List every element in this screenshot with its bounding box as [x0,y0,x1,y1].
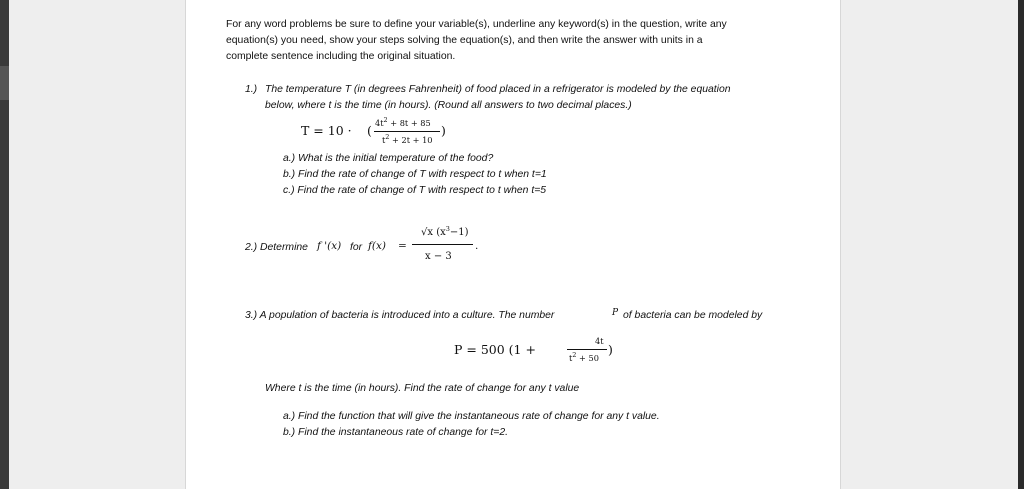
problem-1-part-a: a.) What is the initial temperature of the food? [283,153,494,164]
window-left-edge-marker [0,66,9,100]
equation-3-fraction-bar [567,349,607,350]
problem-3-text: 3.) A population of bacteria is introduced into a culture. The number [245,310,555,321]
equation-3-close-paren: ) [608,342,613,357]
equation-1-den-a: t [382,135,386,145]
equation-1-den-exp: 2 [385,133,390,141]
equation-1-numerator [375,118,431,128]
equation-1-num-exp: 2 [383,116,388,124]
problem-2-prefix: 2.) Determine [245,242,308,253]
problem-2-fprime: f '(x) [317,240,342,252]
problem-2-for: for [350,242,363,253]
equation-1-close-paren: ) [441,123,446,138]
equation-1-den-b: + 2t + 10 [392,135,433,145]
equation-3-den-b: + 50 [579,353,599,363]
problem-2-num-exp: 3 [445,225,450,233]
intro-line-1: For any word problems be sure to define your variable(s), underline any keyword(s) in the question, write any [226,19,727,30]
intro-line-3: complete sentence including the original situation. [226,51,456,62]
problem-2-fraction-bar [412,244,473,245]
problem-3-part-a: a.) Find the function that will give the instantaneous rate of change for any t value. [283,411,660,422]
problem-3-var-p: P [612,308,619,318]
document-page [185,0,841,489]
problem-2-numerator [421,227,469,238]
problem-2-num-a: (x [436,227,446,238]
problem-1-text-line-2: below, where t is the time (in hours). (Round all answers to two decimal places.) [265,100,632,111]
equation-1-fraction-bar [374,131,440,132]
problem-2-denominator: x − 3 [425,251,452,262]
equation-1-num-b: + 8t + 85 [390,118,431,128]
equation-3-numerator: 4t [595,336,604,346]
problem-3-text-end: of bacteria can be modeled by [623,310,763,321]
sqrt-x: √x [421,227,434,238]
problem-1-part-c: c.) Find the rate of change of T with respect to t when t=5 [283,185,547,196]
equation-1-lhs: T = 10 · [301,123,352,138]
equation-3-lhs: P = 500 (1 + [454,342,536,357]
window-right-edge [1018,0,1024,489]
problem-1-number: 1.) [245,84,258,95]
problem-2-fx: f(x) [368,240,387,252]
problem-2-period: . [475,240,479,252]
equation-1-denominator [382,135,433,145]
problem-1-text-line-1: The temperature T (in degrees Fahrenheit) of food placed in a refrigerator is modeled by the equation [265,84,731,95]
problem-1-part-b: b.) Find the rate of change of T with respect to t when t=1 [283,169,547,180]
equation-1-open-paren: ( [367,123,372,138]
equation-3-den-a: t [569,353,573,363]
equation-1-num-a: 4t [375,118,384,128]
problem-2-equals: = [398,240,407,252]
problem-2-num-b: −1) [449,227,469,238]
equation-3-den-exp: 2 [572,351,577,359]
problem-3-part-b: b.) Find the instantaneous rate of change for t=2. [283,427,508,438]
problem-3-where: Where t is the time (in hours). Find the rate of change for any t value [265,383,580,394]
equation-3-denominator [569,353,599,363]
intro-line-2: equation(s) you need, show your steps solving the equation(s), and then write the answer with units in a [226,35,703,46]
